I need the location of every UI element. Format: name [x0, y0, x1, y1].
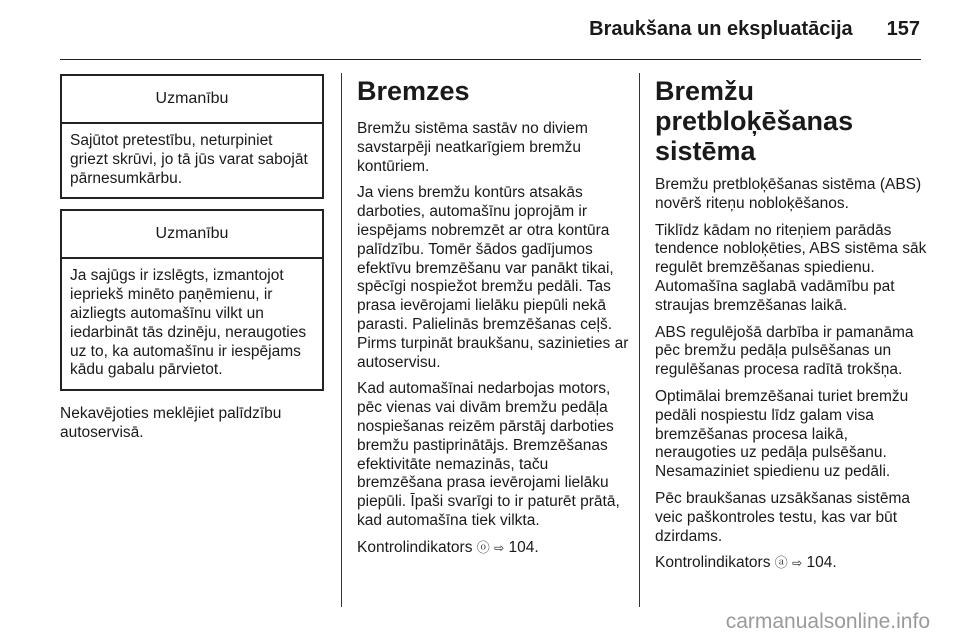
page-header	[60, 18, 920, 41]
column-divider-2	[639, 73, 640, 607]
column-divider-1	[341, 73, 342, 607]
abs-paragraph: Bremžu pretbloķēšanas sistēma (ABS) novērš riteņu nobloķēšanos.	[655, 176, 922, 212]
page-number: 157	[886, 18, 920, 40]
watermark: carmanualsonline.info	[725, 610, 930, 633]
abs-paragraph: Tiklīdz kādam no riteņiem parādās tendence nobloķēties, ABS sistēma sāk regulēt bremzēšanas spiedienu. Automašīna saglabā vadāmību pat straujas bremzēšanas laikā.	[655, 221, 927, 314]
column-2-brakes	[357, 76, 629, 566]
page-ref-arrow-icon: ⇨	[792, 556, 803, 571]
page-ref-link[interactable]: 104.	[508, 538, 539, 556]
header-rule	[60, 59, 921, 60]
brakes-paragraph: Ja viens bremžu kontūrs atsakās darboties, automašīnu joprojām ir iespējams nobremzēt ar otra kontūra palīdzību. Tomēr šādos gadījumos efektīvu bremzēšanu var panākt tikai, spēcīgi nospiežot bremžu pedāli. Tas prasa ievērojami lielāku piepūli nekā parasti. Palielinās bremzēšanas ceļš. Pirms turpināt braukšanu, sazinieties ar autoservisu.	[357, 184, 629, 371]
caution-text: Ja sajūgs ir izslēgts, izmantojot iepriekš minēto paņēmienu, ir aizliegts automašīnu vilkt un iedarbināt tās dzinēju, neraugoties uz to, ka automašīnu ir iespējams kādu gabalu pārvietot.	[70, 267, 307, 379]
abs-paragraph: Pēc braukšanas uzsākšanas sistēma veic paškontroles testu, kas var būt dzirdams.	[655, 489, 911, 545]
abs-paragraph: ABS regulējošā darbība ir pamanāma pēc bremžu pedāļa pulsēšanas un regulēšanas procesa radītā trokšņa.	[655, 323, 914, 379]
caution-text: Sajūtot pretestību, neturpiniet griezt skrūvi, jo tā jūs varat sabojāt pārnesumkārbu.	[70, 132, 308, 187]
caution-box-2	[60, 209, 324, 391]
brakes-paragraph: Kad automašīnai nedarbojas motors, pēc vienas vai divām bremžu pedāļa nospiešanas reizēm pārstāj darboties bremžu pastiprinātājs. Bremzēšanas efektivitāte nemazinās, taču bremzēšana prasa ievērojami lielāku piepūli. Īpaši svarīgi to ir paturēt prātā, kad automašīna tiek vilkta.	[357, 380, 620, 529]
page-ref-link[interactable]: 104.	[806, 554, 837, 572]
caution-title: Uzmanību	[62, 211, 322, 259]
brakes-indicator-ref	[357, 539, 629, 558]
column-1	[60, 74, 324, 451]
indicator-label: Kontrolindikators	[655, 554, 771, 572]
page-ref-arrow-icon: ⇨	[494, 540, 505, 555]
brakes-heading: Bremzes	[357, 76, 470, 106]
abs-indicator-ref	[655, 554, 927, 573]
brake-warning-icon: ⓞ	[476, 539, 490, 555]
abs-warning-icon: ⓐ	[774, 555, 788, 571]
brakes-paragraph: Bremžu sistēma sastāv no diviem savstarpēji neatkarīgiem bremžu kontūriem.	[357, 120, 588, 175]
column-3-abs	[655, 76, 927, 581]
header-title: Braukšana un ekspluatācija	[589, 18, 853, 40]
service-advice: Nekavējoties meklējiet palīdzību autoservisā.	[60, 405, 282, 441]
indicator-label: Kontrolindikators	[357, 538, 473, 556]
abs-paragraph: Optimālai bremzēšanai turiet bremžu pedāli nospiestu līdz galam visa bremzēšanas procesa laikā, neraugoties uz pedāļa pulsēšanu. Nesamaziniet spiedienu uz pedāli.	[655, 387, 909, 481]
caution-title: Uzmanību	[62, 76, 322, 124]
caution-box-1	[60, 74, 324, 199]
abs-heading: Bremžu pretbloķēšanas sistēma	[655, 76, 854, 166]
